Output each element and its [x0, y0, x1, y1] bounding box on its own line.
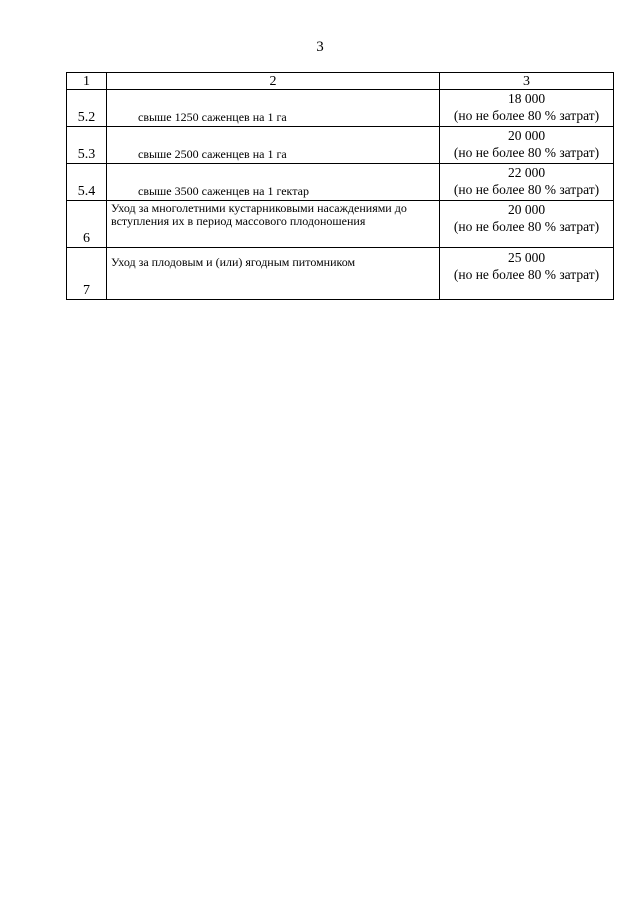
- row-number: 7: [67, 248, 107, 300]
- page-number: 3: [316, 39, 324, 55]
- row-amount: 20 000: [507, 128, 546, 143]
- row-note: (но не более 80 % затрат): [453, 267, 600, 282]
- table-header-row: [67, 73, 614, 90]
- row-number: 5.3: [67, 127, 107, 164]
- row-note: (но не более 80 % затрат): [453, 108, 600, 123]
- table-row: [67, 201, 614, 248]
- row-value: [440, 127, 614, 164]
- row-value: [440, 201, 614, 248]
- row-value: [440, 90, 614, 127]
- row-amount: 20 000: [507, 202, 546, 217]
- table-row: [67, 90, 614, 127]
- row-amount: 18 000: [507, 91, 546, 106]
- row-value: [440, 248, 614, 300]
- header-col-2: 2: [107, 73, 440, 90]
- table-row: [67, 248, 614, 300]
- row-description: Уход за плодовым и (или) ягодным питомником: [107, 248, 440, 300]
- row-number: 5.4: [67, 164, 107, 201]
- row-note: (но не более 80 % затрат): [453, 145, 600, 160]
- header-col-3: 3: [440, 73, 614, 90]
- row-number: 5.2: [67, 90, 107, 127]
- table-row: [67, 127, 614, 164]
- row-description: свыше 1250 саженцев на 1 га: [107, 90, 440, 127]
- row-amount: 22 000: [507, 165, 546, 180]
- row-note: (но не более 80 % затрат): [453, 182, 600, 197]
- row-note: (но не более 80 % затрат): [453, 219, 600, 234]
- rates-table: [66, 72, 614, 300]
- table-row: [67, 164, 614, 201]
- row-amount: 25 000: [507, 250, 546, 265]
- row-description: Уход за многолетними кустарниковыми насаждениями до вступления их в период массового плодоношения: [107, 201, 440, 248]
- row-description: свыше 3500 саженцев на 1 гектар: [107, 164, 440, 201]
- row-number: 6: [67, 201, 107, 248]
- row-description: свыше 2500 саженцев на 1 га: [107, 127, 440, 164]
- header-col-1: 1: [67, 73, 107, 90]
- row-value: [440, 164, 614, 201]
